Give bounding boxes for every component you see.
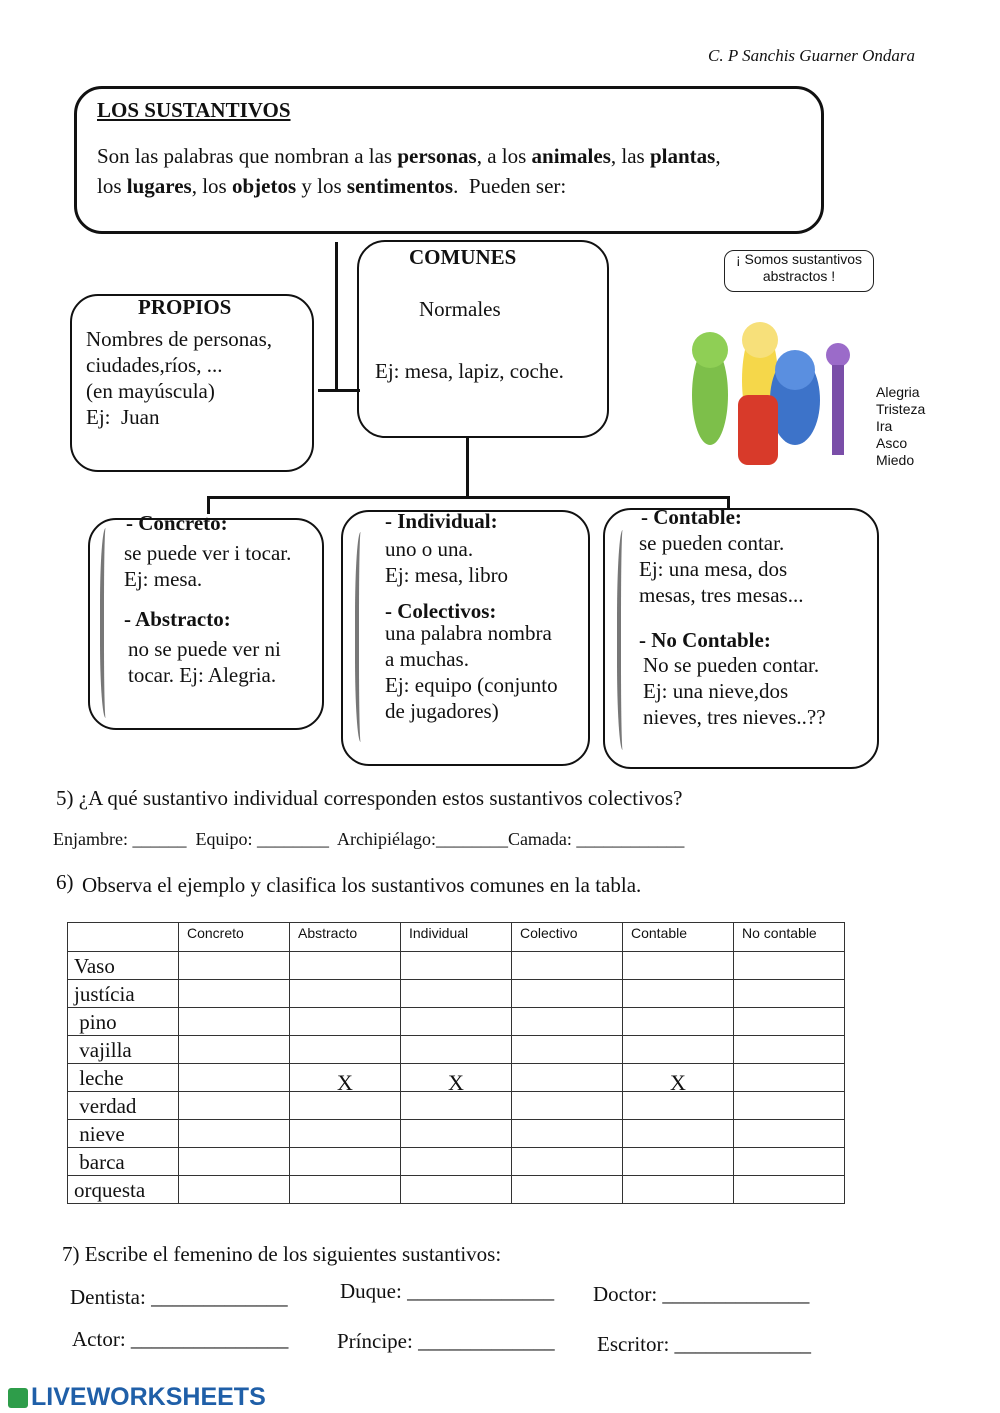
answer-cell[interactable] bbox=[623, 1092, 734, 1120]
type-heading: - Concreto: bbox=[126, 511, 228, 535]
connector bbox=[207, 496, 729, 499]
bubble-text: abstractos ! bbox=[762, 268, 836, 284]
row-word: justícia bbox=[68, 980, 179, 1008]
answer-cell[interactable] bbox=[623, 1176, 734, 1204]
question-5-blanks[interactable]: Enjambre: ______ Equipo: ________ Archipiélago:________Camada: ____________ bbox=[53, 829, 685, 849]
comunes-box bbox=[357, 240, 609, 438]
type-text: tocar. Ej: Alegria. bbox=[128, 663, 277, 687]
type-text: una palabra nombra bbox=[385, 621, 552, 645]
answer-cell[interactable]: X bbox=[290, 1064, 401, 1092]
table-row bbox=[68, 1036, 845, 1064]
question-6: Observa el ejemplo y clasifica los sustantivos comunes en la tabla. bbox=[82, 873, 642, 897]
answer-cell[interactable] bbox=[401, 1176, 512, 1204]
type-text: se puede ver i tocar. bbox=[124, 541, 292, 565]
answer-cell[interactable] bbox=[290, 1008, 401, 1036]
row-word: verdad bbox=[68, 1092, 179, 1120]
answer-cell[interactable] bbox=[179, 1176, 290, 1204]
emotion-label: Asco bbox=[876, 435, 908, 451]
question-6-number: 6) bbox=[56, 870, 74, 894]
type-heading: - Colectivos: bbox=[385, 599, 497, 623]
comunes-subtitle: Normales bbox=[419, 297, 501, 321]
logo-icon bbox=[8, 1388, 28, 1408]
answer-cell[interactable] bbox=[734, 1092, 845, 1120]
type-heading: - Contable: bbox=[641, 505, 742, 529]
school-name: C. P Sanchis Guarner Ondara bbox=[708, 46, 915, 65]
row-word: pino bbox=[68, 1008, 179, 1036]
table-row bbox=[68, 952, 845, 980]
propios-title: PROPIOS bbox=[138, 295, 232, 319]
question-7: 7) Escribe el femenino de los siguientes sustantivos: bbox=[62, 1242, 502, 1266]
type-text: Ej: una mesa, dos bbox=[639, 557, 788, 581]
answer-cell[interactable] bbox=[401, 1092, 512, 1120]
answer-cell[interactable] bbox=[734, 1148, 845, 1176]
intro-box bbox=[74, 86, 824, 234]
column-header: Abstracto bbox=[290, 923, 401, 952]
table-row bbox=[68, 980, 845, 1008]
propios-text: Ej: Juan bbox=[86, 405, 160, 429]
answer-cell[interactable] bbox=[512, 1120, 623, 1148]
answer-cell[interactable] bbox=[401, 1120, 512, 1148]
answer-cell[interactable]: X bbox=[401, 1064, 512, 1092]
table-row bbox=[68, 1092, 845, 1120]
type-text: Ej: una nieve,dos bbox=[643, 679, 789, 703]
answer-cell[interactable] bbox=[623, 1120, 734, 1148]
comunes-title: COMUNES bbox=[409, 245, 517, 269]
answer-cell[interactable] bbox=[512, 1092, 623, 1120]
speech-bubble bbox=[724, 250, 874, 292]
answer-cell[interactable] bbox=[179, 1064, 290, 1092]
type-text: Ej: mesa, libro bbox=[385, 563, 509, 587]
type-text: no se puede ver ni bbox=[128, 637, 281, 661]
table-row bbox=[68, 1120, 845, 1148]
answer-cell[interactable] bbox=[179, 1092, 290, 1120]
table-row bbox=[68, 1176, 845, 1204]
blank-duque[interactable]: Duque: ______________ bbox=[340, 1279, 555, 1303]
table-row bbox=[68, 1008, 845, 1036]
propios-text: Nombres de personas, bbox=[86, 327, 273, 351]
answer-cell[interactable] bbox=[179, 1148, 290, 1176]
blank-doctor[interactable]: Doctor: ______________ bbox=[593, 1282, 810, 1306]
row-word: leche bbox=[68, 1064, 179, 1092]
answer-cell[interactable] bbox=[401, 980, 512, 1008]
emotion-label: Ira bbox=[876, 418, 893, 434]
column-header: Contable bbox=[623, 923, 734, 952]
column-header: Individual bbox=[401, 923, 512, 952]
answer-cell[interactable] bbox=[623, 1148, 734, 1176]
column-header: No contable bbox=[734, 923, 845, 952]
blank-dentista[interactable]: Dentista: _____________ bbox=[70, 1285, 288, 1309]
logo-text: LIVEWORKSHEETS bbox=[31, 1383, 266, 1411]
table-row bbox=[68, 1064, 845, 1092]
connector bbox=[335, 242, 338, 392]
emotions-list bbox=[876, 384, 925, 469]
propios-text: (en mayúscula) bbox=[86, 379, 215, 403]
column-header: Colectivo bbox=[512, 923, 623, 952]
row-word: orquesta bbox=[68, 1176, 179, 1204]
type-text: nieves, tres nieves..?? bbox=[643, 705, 826, 729]
row-word: barca bbox=[68, 1148, 179, 1176]
type-heading: - Individual: bbox=[385, 509, 498, 533]
type-text: Ej: mesa. bbox=[124, 567, 203, 591]
answer-cell[interactable] bbox=[290, 1092, 401, 1120]
answer-cell[interactable] bbox=[512, 980, 623, 1008]
answer-cell[interactable] bbox=[179, 1120, 290, 1148]
answer-cell[interactable] bbox=[734, 952, 845, 980]
type-text: Ej: equipo (conjunto bbox=[385, 673, 558, 697]
propios-box bbox=[70, 294, 314, 472]
classification-table bbox=[67, 922, 845, 1204]
brace-icon bbox=[617, 530, 631, 750]
answer-cell[interactable] bbox=[512, 1064, 623, 1092]
answer-cell[interactable] bbox=[290, 980, 401, 1008]
answer-cell[interactable] bbox=[512, 1036, 623, 1064]
answer-cell[interactable] bbox=[512, 1148, 623, 1176]
answer-cell[interactable] bbox=[401, 1148, 512, 1176]
answer-cell[interactable] bbox=[734, 1036, 845, 1064]
answer-cell[interactable] bbox=[734, 1064, 845, 1092]
table-header-row bbox=[68, 923, 845, 952]
blank-actor[interactable]: Actor: _______________ bbox=[72, 1327, 289, 1351]
header-cell-empty bbox=[68, 923, 179, 952]
type-text: No se pueden contar. bbox=[643, 653, 820, 677]
answer-cell[interactable] bbox=[623, 952, 734, 980]
answer-cell[interactable] bbox=[734, 1176, 845, 1204]
answer-cell[interactable] bbox=[401, 1008, 512, 1036]
answer-cell[interactable] bbox=[512, 1008, 623, 1036]
blank-principe[interactable]: Príncipe: _____________ bbox=[337, 1329, 555, 1353]
contable-box bbox=[603, 505, 879, 769]
answer-cell[interactable] bbox=[290, 1120, 401, 1148]
answer-cell[interactable] bbox=[734, 1120, 845, 1148]
type-text: de jugadores) bbox=[385, 699, 499, 723]
question-5: 5) ¿A qué sustantivo individual corresponden estos sustantivos colectivos? bbox=[56, 786, 683, 810]
row-word: nieve bbox=[68, 1120, 179, 1148]
answer-cell[interactable] bbox=[179, 1008, 290, 1036]
type-heading: - Abstracto: bbox=[124, 607, 231, 631]
answer-cell[interactable] bbox=[179, 1036, 290, 1064]
answer-cell[interactable] bbox=[401, 1036, 512, 1064]
type-text: se pueden contar. bbox=[639, 531, 785, 555]
individual-colectivo-box bbox=[341, 510, 590, 766]
answer-cell[interactable] bbox=[290, 952, 401, 980]
blank-escritor[interactable]: Escritor: _____________ bbox=[597, 1332, 812, 1356]
connector bbox=[318, 389, 360, 392]
brace-icon bbox=[355, 532, 369, 742]
answer-cell[interactable] bbox=[734, 1008, 845, 1036]
concreto-abstracto-box bbox=[88, 511, 324, 730]
answer-cell[interactable] bbox=[179, 980, 290, 1008]
answer-cell[interactable]: X bbox=[623, 1064, 734, 1092]
answer-cell[interactable] bbox=[512, 952, 623, 980]
brace-icon bbox=[100, 528, 114, 718]
emotion-label: Tristeza bbox=[876, 401, 926, 417]
type-text: uno o una. bbox=[385, 537, 474, 561]
answer-cell[interactable] bbox=[401, 952, 512, 980]
answer-cell[interactable] bbox=[623, 1036, 734, 1064]
answer-cell[interactable] bbox=[623, 1008, 734, 1036]
column-header: Concreto bbox=[179, 923, 290, 952]
answer-cell[interactable] bbox=[179, 952, 290, 980]
intro-line-2: los lugares, los objetos y los sentimentos. Pueden ser: bbox=[97, 174, 567, 198]
answer-cell[interactable] bbox=[734, 980, 845, 1008]
type-heading: - No Contable: bbox=[639, 628, 771, 652]
propios-text: ciudades,ríos, ... bbox=[86, 353, 223, 377]
row-word: Vaso bbox=[68, 952, 179, 980]
answer-cell[interactable] bbox=[290, 1036, 401, 1064]
type-text: a muchas. bbox=[385, 647, 469, 671]
comunes-example: Ej: mesa, lapiz, coche. bbox=[375, 359, 564, 383]
row-word: vajilla bbox=[68, 1036, 179, 1064]
answer-cell[interactable] bbox=[290, 1148, 401, 1176]
answer-cell[interactable] bbox=[623, 980, 734, 1008]
liveworksheets-logo bbox=[8, 1383, 266, 1412]
answer-cell[interactable] bbox=[290, 1176, 401, 1204]
bubble-text: ¡ Somos sustantivos bbox=[735, 251, 863, 267]
answer-cell[interactable] bbox=[512, 1176, 623, 1204]
connector bbox=[466, 436, 469, 498]
table-row bbox=[68, 1148, 845, 1176]
type-text: mesas, tres mesas... bbox=[639, 583, 804, 607]
emotion-label: Miedo bbox=[876, 452, 915, 468]
inside-out-characters-image bbox=[660, 300, 870, 475]
emotion-label: Alegria bbox=[876, 384, 920, 400]
intro-line-1: Son las palabras que nombran a las personas, a los animales, las plantas, bbox=[97, 144, 721, 168]
main-title: LOS SUSTANTIVOS bbox=[97, 98, 291, 122]
